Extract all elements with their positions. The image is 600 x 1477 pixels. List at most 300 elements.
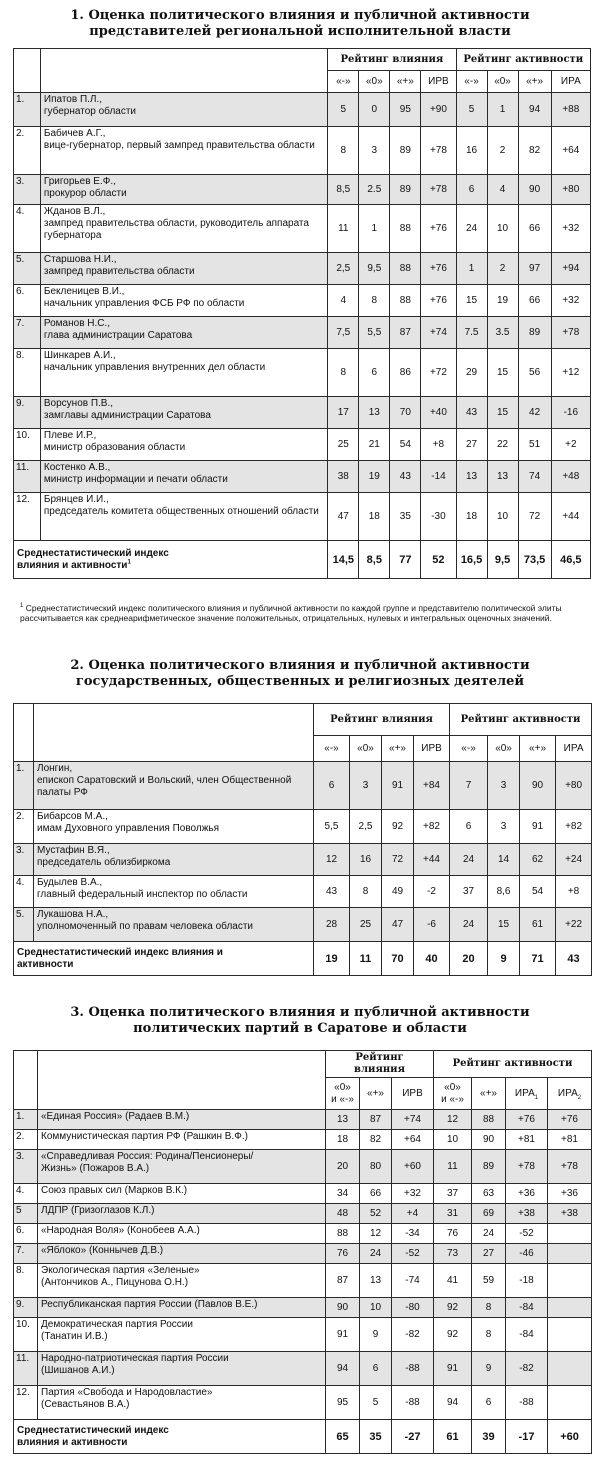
rating-value: 18 [359, 493, 390, 541]
rating-value: 48 [326, 1204, 360, 1224]
rating-value: 9 [360, 1318, 392, 1352]
group-activity-header: Рейтинг активности [434, 1051, 592, 1078]
rating-value: 27 [456, 429, 487, 461]
rating-value: 15 [488, 908, 520, 942]
person-cell [34, 908, 314, 942]
rating-value: 66 [518, 285, 551, 317]
rating-value: 8 [328, 349, 359, 397]
average-value: 40 [414, 942, 450, 976]
person-position: зампред правительства области, руководитель аппарата губернатора [43, 218, 309, 241]
rating-value: -18 [506, 1264, 548, 1298]
column-header-and-minus: и «-» [441, 1093, 464, 1105]
rating-value: +81 [548, 1130, 592, 1150]
row-number: 7. [14, 1244, 38, 1264]
rating-value: 66 [518, 205, 551, 253]
party-cell [38, 1184, 326, 1204]
column-header: «+» [382, 736, 414, 762]
person-position: уполномоченный по правам человека области [37, 921, 254, 932]
rating-value: 47 [328, 493, 359, 541]
rating-value: 51 [518, 429, 551, 461]
rating-value: 6 [359, 349, 390, 397]
column-header: ИРА [551, 71, 590, 93]
party-cell [38, 1352, 326, 1386]
rating-value: 1 [456, 253, 487, 285]
rating-value: 2 [487, 253, 518, 285]
party-name: Коммунистическая партия РФ (Рашкин В.Ф.) [41, 1131, 248, 1142]
rating-value: 87 [390, 317, 421, 349]
rating-value: 74 [518, 461, 551, 493]
rating-value: -82 [506, 1352, 548, 1386]
table-row [14, 317, 591, 349]
rating-value: 88 [390, 205, 421, 253]
rating-value: +44 [414, 844, 450, 876]
row-number: 4. [14, 876, 34, 908]
person-cell [40, 127, 327, 175]
rating-value: +32 [551, 285, 590, 317]
rating-value: +90 [421, 93, 456, 127]
average-row [14, 541, 591, 579]
rating-value: 18 [326, 1130, 360, 1150]
rating-value: +74 [421, 317, 456, 349]
rating-value: 41 [434, 1264, 472, 1298]
rating-value: +48 [551, 461, 590, 493]
average-label-line2: влияния и активности [17, 1436, 128, 1448]
rating-value: 59 [472, 1264, 506, 1298]
column-header: «0» [350, 736, 382, 762]
rating-value: +8 [421, 429, 456, 461]
rating-value: 70 [390, 397, 421, 429]
person-cell [40, 175, 327, 205]
person-name: Бабичев А.Г., [43, 128, 106, 139]
rating-value: 72 [518, 493, 551, 541]
section1-title [0, 8, 600, 40]
party-name-cont: (Танатин И.В.) [41, 1331, 108, 1342]
rating-value: 18 [456, 493, 487, 541]
rating-value: 8,6 [488, 876, 520, 908]
average-label-line1: Среднестатистический индекс [17, 547, 169, 559]
rating-value: 47 [382, 908, 414, 942]
rating-value: 97 [518, 253, 551, 285]
rating-value: -84 [506, 1298, 548, 1318]
rating-value: 5 [328, 93, 359, 127]
rating-value: +4 [392, 1204, 434, 1224]
rating-value: 89 [518, 317, 551, 349]
rating-value: 82 [518, 127, 551, 175]
column-header-irv: ИРВ [392, 1078, 434, 1110]
row-number: 1. [14, 93, 41, 127]
footnote-mark: 1 [20, 603, 24, 610]
party-cell [38, 1244, 326, 1264]
person-position: министр информации и печати области [43, 474, 228, 485]
rating-value: 90 [520, 762, 556, 810]
rating-value: +72 [421, 349, 456, 397]
footnote [20, 603, 590, 623]
rating-value: 6 [360, 1352, 392, 1386]
rating-value: 24 [456, 205, 487, 253]
rating-value: 2,5 [328, 253, 359, 285]
header-blank-name [40, 49, 327, 93]
rating-value: 6 [456, 175, 487, 205]
group-influence-header: Рейтинг влияния [328, 49, 456, 71]
rating-value: +32 [551, 205, 590, 253]
rating-value: 61 [520, 908, 556, 942]
person-name: Шинкарев А.И., [43, 350, 116, 361]
rating-value: -52 [506, 1224, 548, 1244]
person-position: прокурор области [43, 188, 127, 199]
rating-value: 4 [328, 285, 359, 317]
section2-title-line1: 2. Оценка политического влияния и публичной активности [70, 658, 530, 673]
rating-value: -88 [506, 1386, 548, 1420]
column-header: ИРВ [421, 71, 456, 93]
person-name: Лукашова Н.А., [37, 909, 109, 920]
rating-value: 20 [326, 1150, 360, 1184]
rating-value: -34 [392, 1224, 434, 1244]
rating-value: +76 [506, 1110, 548, 1130]
rating-value [548, 1298, 592, 1318]
rating-value: 7,5 [328, 317, 359, 349]
person-cell [40, 429, 327, 461]
average-label-line2: активности [17, 958, 74, 970]
table-row [14, 1110, 592, 1130]
average-value: 9,5 [487, 541, 518, 579]
average-label [14, 942, 314, 976]
rating-value: 7 [450, 762, 488, 810]
table-row [14, 876, 592, 908]
rating-value: +78 [506, 1150, 548, 1184]
table-row [14, 1204, 592, 1224]
row-number: 1. [14, 1110, 38, 1130]
column-header-plus: «+» [360, 1078, 392, 1110]
row-number: 10. [14, 1318, 38, 1352]
rating-value: 91 [326, 1318, 360, 1352]
rating-value: 49 [382, 876, 414, 908]
table-row [14, 1150, 592, 1184]
rating-value: +76 [421, 205, 456, 253]
average-value: 71 [520, 942, 556, 976]
person-cell [40, 253, 327, 285]
rating-value: 88 [390, 253, 421, 285]
rating-value: 90 [472, 1130, 506, 1150]
table-row [14, 127, 591, 175]
section3-table [13, 1050, 592, 1454]
rating-value: -84 [506, 1318, 548, 1352]
person-name: Григорьев Е.Ф., [43, 176, 116, 187]
party-name-cont: (Шишанов А.И.) [41, 1365, 115, 1376]
row-number: 5. [14, 908, 34, 942]
section1-title-line1: 1. Оценка политического влияния и публичной активности [70, 8, 530, 23]
average-value: 19 [314, 942, 350, 976]
rating-value [548, 1244, 592, 1264]
row-number: 6. [14, 1224, 38, 1244]
person-cell [34, 876, 314, 908]
average-value: 43 [556, 942, 592, 976]
rating-value: 3.5 [487, 317, 518, 349]
row-number: 12. [14, 1386, 38, 1420]
header-blank-idx [14, 704, 34, 762]
rating-value: 76 [434, 1224, 472, 1244]
row-number: 11. [14, 461, 41, 493]
rating-value: +80 [556, 762, 592, 810]
party-name: ЛДПР (Гризоглазов К.Л.) [41, 1205, 155, 1216]
rating-value: +78 [421, 127, 456, 175]
rating-value: 42 [518, 397, 551, 429]
rating-value: +84 [414, 762, 450, 810]
row-number: 9. [14, 397, 41, 429]
table-row [14, 1352, 592, 1386]
rating-value: +82 [414, 810, 450, 844]
rating-value: +38 [548, 1204, 592, 1224]
table-row [14, 1264, 592, 1298]
header-blank-idx [14, 1051, 38, 1110]
rating-value: 66 [360, 1184, 392, 1204]
rating-value: 3 [350, 762, 382, 810]
rating-value: 92 [434, 1318, 472, 1352]
rating-value: 10 [487, 205, 518, 253]
person-position: начальник управления ФСБ РФ по области [43, 298, 245, 309]
rating-value: 16 [350, 844, 382, 876]
rating-value: -30 [421, 493, 456, 541]
rating-value: +44 [551, 493, 590, 541]
column-header: «-» [328, 71, 359, 93]
table-row [14, 429, 591, 461]
column-header-ira2 [548, 1078, 592, 1110]
column-header: «-» [456, 71, 487, 93]
table-row [14, 908, 592, 942]
person-cell [40, 397, 327, 429]
section3-title-line1: 3. Оценка политического влияния и публичной активности [70, 1005, 530, 1020]
average-label [14, 1420, 326, 1454]
column-header-ira1 [506, 1078, 548, 1110]
average-label-line1: Среднестатистический индекс влияния и [17, 946, 223, 958]
person-position: председатель облизбиркома [37, 857, 171, 868]
rating-value: 11 [328, 205, 359, 253]
rating-value: +82 [556, 810, 592, 844]
rating-value: 43 [314, 876, 350, 908]
average-value: 20 [450, 942, 488, 976]
rating-value: +64 [392, 1130, 434, 1150]
person-name: Жданов В.Л., [43, 206, 106, 217]
rating-value: 73 [434, 1244, 472, 1264]
rating-value: 9 [472, 1352, 506, 1386]
rating-value: 16 [456, 127, 487, 175]
row-number: 11. [14, 1352, 38, 1386]
person-cell [40, 285, 327, 317]
rating-value: 28 [314, 908, 350, 942]
party-cell [38, 1110, 326, 1130]
rating-value: +64 [551, 127, 590, 175]
rating-value: -6 [414, 908, 450, 942]
person-position: министр образования области [43, 442, 186, 453]
rating-value: 3 [488, 810, 520, 844]
rating-value: -14 [421, 461, 456, 493]
person-position: замглавы администрации Саратова [43, 410, 211, 421]
rating-value: 2 [487, 127, 518, 175]
section3-table-wrap [0, 1050, 600, 1454]
footnote-text: Среднестатистический индекс политического влияния и публичной активности по каждой группе и представителю политической элиты рассчитывается как среднеарифметическое значение положительных, отрицательных, нулевых и интегральных оценочных значений. [20, 603, 562, 623]
rating-value: -74 [392, 1264, 434, 1298]
table-row [14, 493, 591, 541]
rating-value: +78 [421, 175, 456, 205]
party-name: «Справедливая Россия: Родина/Пенсионеры/ [41, 1151, 254, 1162]
rating-value: +76 [421, 285, 456, 317]
rating-value: +12 [551, 349, 590, 397]
rating-value: 21 [359, 429, 390, 461]
rating-value: 10 [487, 493, 518, 541]
average-value: 52 [421, 541, 456, 579]
column-header-ira-text: ИРА [514, 1087, 535, 1099]
row-number: 2. [14, 127, 41, 175]
average-row [14, 942, 592, 976]
party-name: «Яблоко» (Коннычев Д.В.) [41, 1245, 164, 1256]
section2-table [13, 703, 592, 976]
average-row [14, 1420, 592, 1454]
row-number: 5. [14, 253, 41, 285]
party-name: «Единая Россия» (Радаев В.М.) [41, 1111, 190, 1122]
column-header-zero: «0» [334, 1081, 351, 1093]
section3-title-line2: политических партий в Саратове и области [133, 1021, 467, 1036]
rating-value: 29 [456, 349, 487, 397]
rating-value: -88 [392, 1352, 434, 1386]
rating-value: 38 [328, 461, 359, 493]
party-cell [38, 1204, 326, 1224]
row-number: 5 [14, 1204, 38, 1224]
rating-value: 15 [456, 285, 487, 317]
rating-value: 4 [487, 175, 518, 205]
rating-value: 90 [518, 175, 551, 205]
table-row [14, 93, 591, 127]
rating-value: 94 [326, 1352, 360, 1386]
rating-value: 2.5 [359, 175, 390, 205]
rating-value: +24 [556, 844, 592, 876]
person-name: Романов Н.С., [43, 318, 111, 329]
rating-value: 12 [360, 1224, 392, 1244]
average-value: 70 [382, 942, 414, 976]
rating-value: -88 [392, 1386, 434, 1420]
rating-value: -52 [392, 1244, 434, 1264]
average-value: 9 [488, 942, 520, 976]
average-value: 14,5 [328, 541, 359, 579]
rating-value: 76 [326, 1244, 360, 1264]
column-header-zero-minus [326, 1078, 360, 1110]
rating-value: 88 [390, 285, 421, 317]
rating-value: 87 [326, 1264, 360, 1298]
rating-value: -46 [506, 1244, 548, 1264]
rating-value: 14 [488, 844, 520, 876]
rating-value: 12 [314, 844, 350, 876]
table-row [14, 1298, 592, 1318]
person-name: Ворсунов П.В., [43, 398, 114, 409]
rating-value: 10 [360, 1298, 392, 1318]
party-cell [38, 1318, 326, 1352]
rating-value: 8 [328, 127, 359, 175]
party-cell [38, 1130, 326, 1150]
rating-value: +74 [392, 1110, 434, 1130]
average-value: 16,5 [456, 541, 487, 579]
rating-value: 8 [359, 285, 390, 317]
table-row [14, 1224, 592, 1244]
column-header: «-» [314, 736, 350, 762]
row-number: 1. [14, 762, 34, 810]
rating-value: 63 [472, 1184, 506, 1204]
header-blank-name [34, 704, 314, 762]
rating-value [548, 1224, 592, 1244]
average-value: 8,5 [359, 541, 390, 579]
rating-value: 19 [487, 285, 518, 317]
row-number: 6. [14, 285, 41, 317]
party-name-cont: (Антончиков А., Пицунова О.Н.) [41, 1277, 189, 1288]
rating-value: 25 [328, 429, 359, 461]
party-cell [38, 1264, 326, 1298]
rating-value: +78 [551, 317, 590, 349]
person-cell [40, 317, 327, 349]
table-row [14, 285, 591, 317]
person-name: Бекленицев В.И., [43, 286, 125, 297]
rating-value: 91 [434, 1352, 472, 1386]
party-name: Союз правых сил (Марков В.К.) [41, 1185, 188, 1196]
average-label [14, 541, 328, 579]
rating-value: 27 [472, 1244, 506, 1264]
rating-value: 80 [360, 1150, 392, 1184]
column-header-and-minus: и «-» [331, 1093, 354, 1105]
rating-value: 13 [326, 1110, 360, 1130]
rating-value: 1 [487, 93, 518, 127]
person-position: имам Духовного управления Поволжья [37, 823, 220, 834]
rating-value: +78 [548, 1150, 592, 1184]
section1-title-line2: представителей региональной исполнительной власти [89, 24, 511, 39]
rating-value: 87 [360, 1110, 392, 1130]
average-label-line1: Среднестатистический индекс [17, 1424, 169, 1436]
rating-value: 15 [487, 349, 518, 397]
section3-title [0, 1005, 600, 1037]
rating-value: 2,5 [350, 810, 382, 844]
column-header: ИРВ [414, 736, 450, 762]
rating-value: 13 [456, 461, 487, 493]
rating-value: 95 [390, 93, 421, 127]
person-cell [40, 349, 327, 397]
group-influence-header: Рейтинг влияния [326, 1051, 434, 1078]
row-number: 2. [14, 810, 34, 844]
row-number: 3. [14, 175, 41, 205]
rating-value: 10 [434, 1130, 472, 1150]
column-header-ira-subscript: 2 [577, 1094, 582, 1101]
person-position: главный федеральный инспектор по области [37, 889, 248, 900]
person-cell [40, 461, 327, 493]
group-influence-header: Рейтинг влияния [314, 704, 450, 736]
rating-value: 43 [456, 397, 487, 429]
row-number: 4. [14, 1184, 38, 1204]
rating-value: 8,5 [328, 175, 359, 205]
section1-table-wrap [0, 48, 600, 579]
group-activity-header: Рейтинг активности [456, 49, 590, 71]
column-header: «0» [359, 71, 390, 93]
average-value: 39 [472, 1420, 506, 1454]
party-cell [38, 1224, 326, 1244]
person-position: глава администрации Саратова [43, 330, 193, 341]
person-cell [34, 810, 314, 844]
party-name: Демократическая партия России [41, 1319, 193, 1330]
table-row [14, 1386, 592, 1420]
row-number: 7. [14, 317, 41, 349]
rating-value: +60 [392, 1150, 434, 1184]
party-name: Народно-патриотическая партия России [41, 1353, 229, 1364]
table-row [14, 1130, 592, 1150]
rating-value: 5,5 [359, 317, 390, 349]
rating-value: 82 [360, 1130, 392, 1150]
person-position: епископ Саратовский и Вольский, член Общественной палаты РФ [37, 775, 292, 798]
rating-value: -80 [392, 1298, 434, 1318]
person-name: Мустафин В.Я., [37, 845, 110, 856]
person-name: Лонгин, [37, 763, 73, 774]
